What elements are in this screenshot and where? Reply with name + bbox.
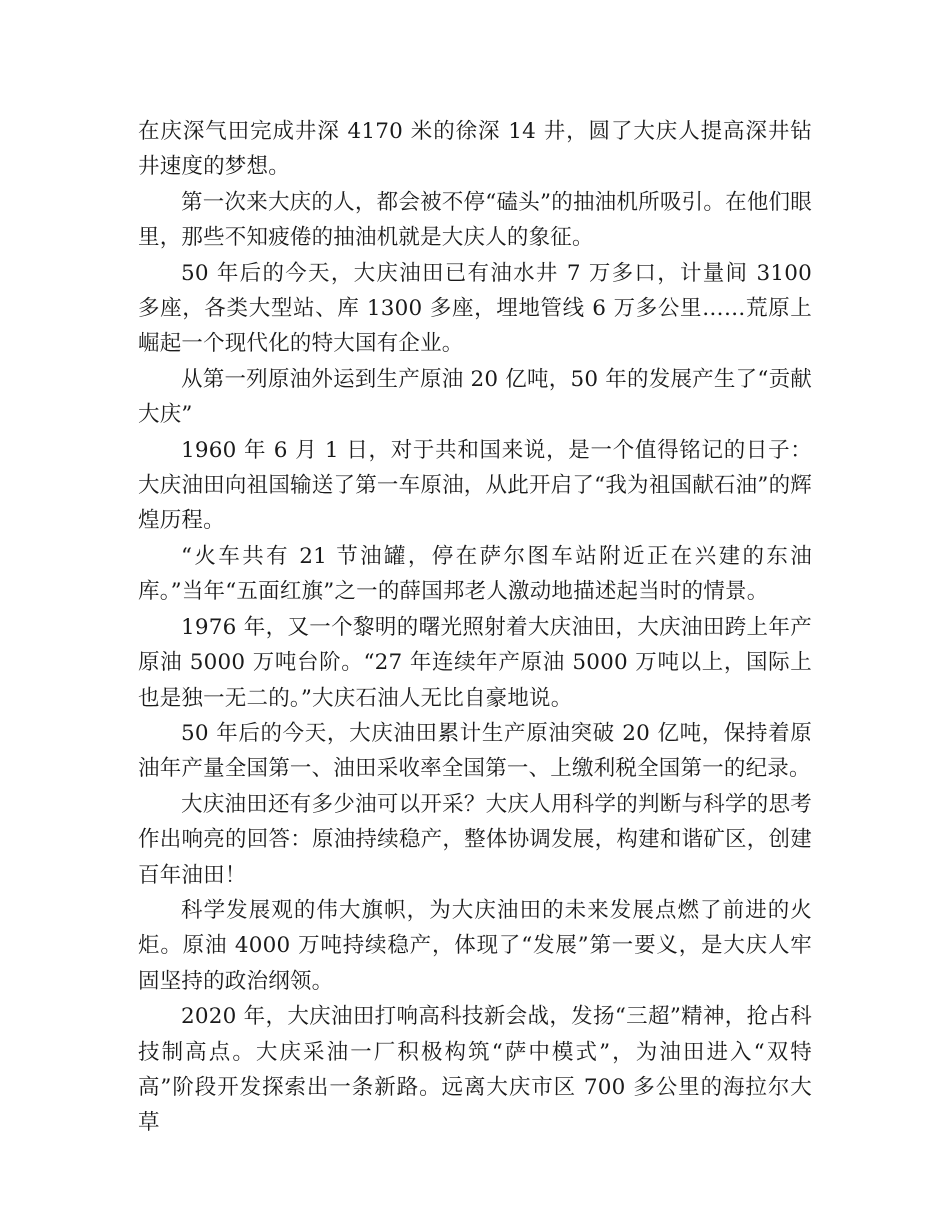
- paragraph-4: 从第一列原油外运到生产原油 20 亿吨，50 年的发展产生了“贡献大庆”: [138, 366, 813, 428]
- paragraph-6: “火车共有 21 节油罐，停在萨尔图车站附近正在兴建的东油库。”当年“五面红旗”之一的薛国邦老人激动地描述起当时的情景。: [138, 543, 812, 605]
- paragraph-1: 在庆深气田完成井深 4170 米的徐深 14 井，圆了大庆人提高深井钻井速度的梦想。: [138, 119, 812, 180]
- paragraph-10: 科学发展观的伟大旗帜，为大庆油田的未来发展点燃了前进的火炬。原油 4000 万吨持续稳产，体现了“发展”第一要义，是大庆人牢固坚持的政治纲领。: [138, 897, 812, 994]
- paragraph-5: 1960 年 6 月 1 日，对于共和国来说，是一个值得铭记的日子：大庆油田向祖国输送了第一车原油，从此开启了“我为祖国献石油”的辉煌历程。: [138, 437, 812, 534]
- paragraph-3: 50 年后的今天，大庆油田已有油水井 7 万多口，计量间 3100 多座，各类大型站、库 1300 多座，埋地管线 6 万多公里……荒原上崛起一个现代化的特大国有企业。: [138, 260, 812, 357]
- paragraph-9: 大庆油田还有多少油可以开采？大庆人用科学的判断与科学的思考作出响亮的回答：原油持续稳产，整体协调发展，构建和谐矿区，创建百年油田！: [138, 791, 812, 888]
- paragraph-8: 50 年后的今天，大庆油田累计生产原油突破 20 亿吨，保持着原油年产量全国第一、油田采收率全国第一、上缴利税全国第一的纪录。: [138, 720, 812, 782]
- paragraph-2: 第一次来大庆的人，都会被不停“磕头”的抽油机所吸引。在他们眼里，那些不知疲倦的抽油机就是大庆人的象征。: [138, 189, 812, 251]
- paragraph-7: 1976 年，又一个黎明的曙光照射着大庆油田，大庆油田跨上年产原油 5000 万吨台阶。“27 年连续年产原油 5000 万吨以上，国际上也是独一无二的。”大庆石油人无比自豪地说。: [138, 614, 812, 711]
- paragraph-11: 2020 年，大庆油田打响高科技新会战，发扬“三超”精神，抢占科技制高点。大庆采油一厂积极构筑“萨中模式”，为油田进入“双特高”阶段开发探索出一条新路。远离大庆市区 700 多公里的海拉尔大草: [138, 1004, 812, 1136]
